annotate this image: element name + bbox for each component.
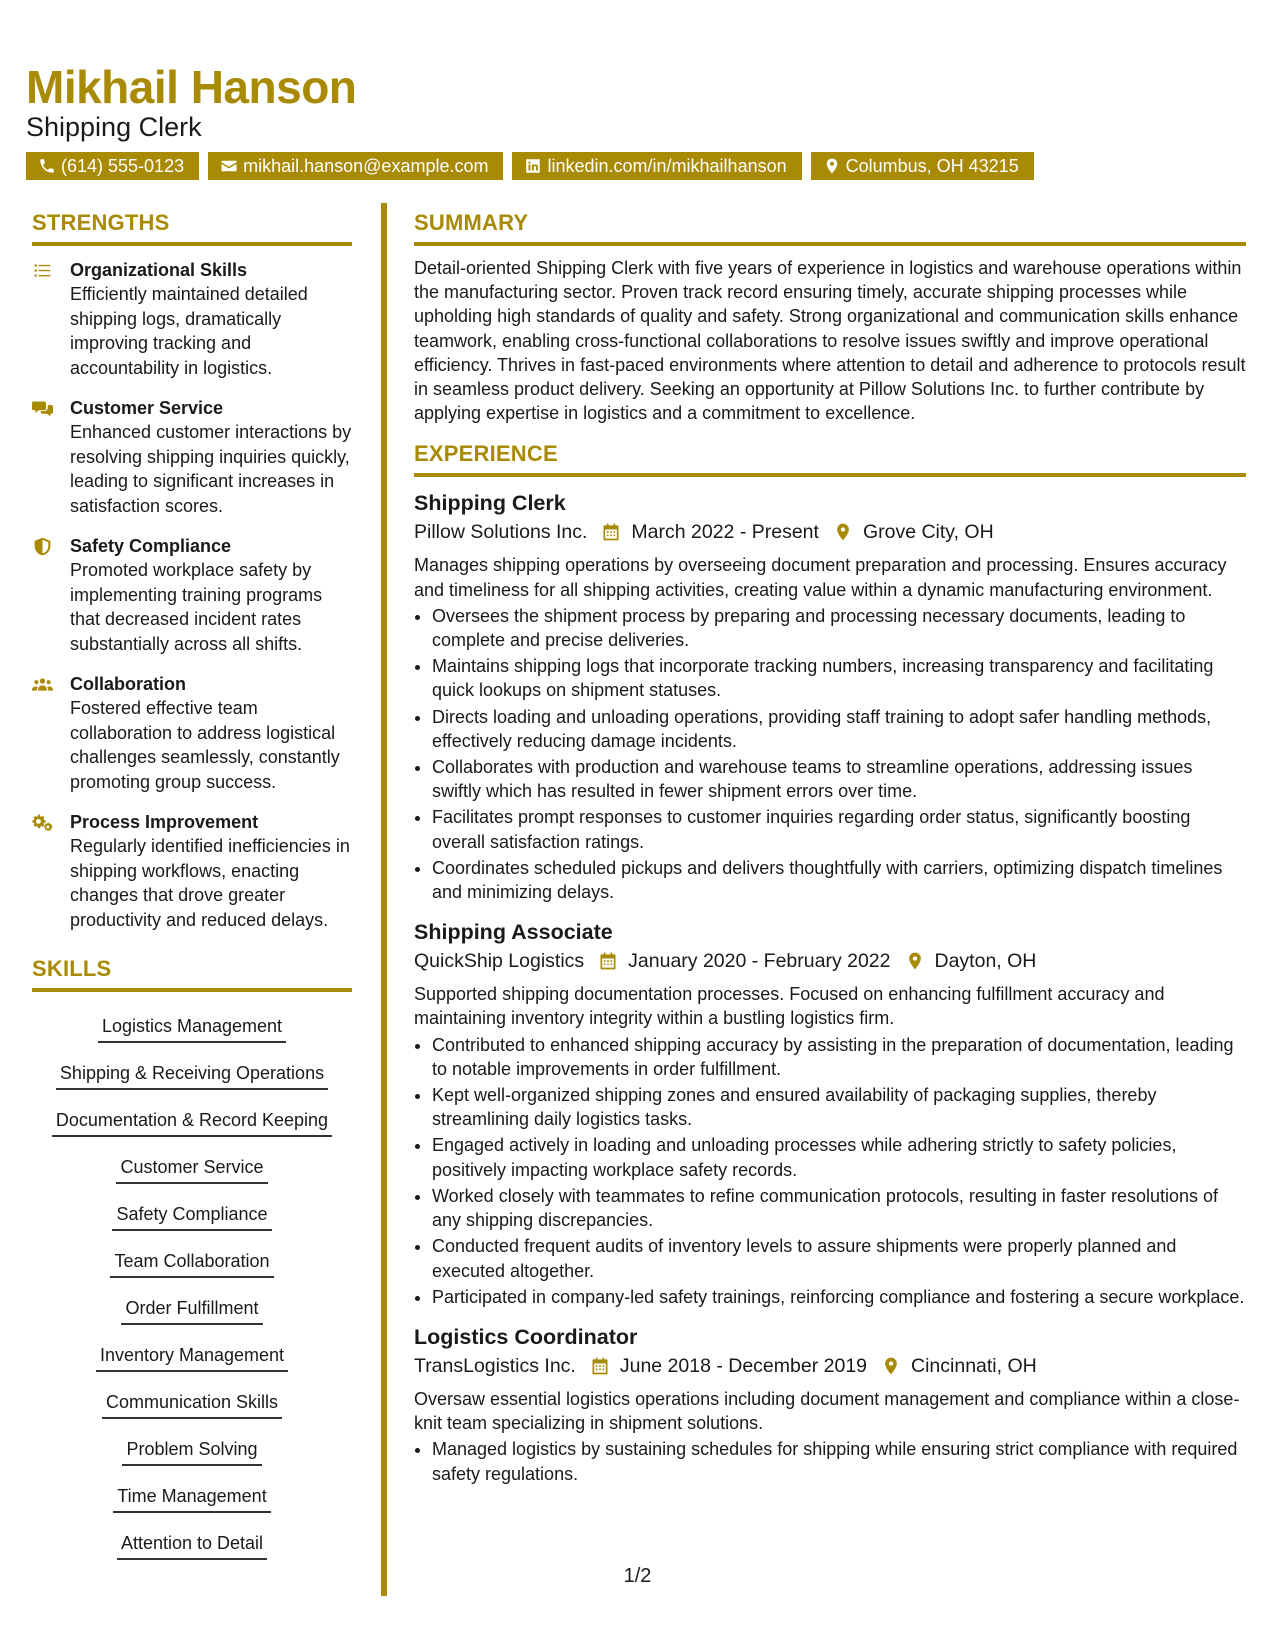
strength-title: Collaboration xyxy=(70,674,186,694)
job-meta xyxy=(414,946,1246,976)
skills-section xyxy=(32,956,352,1568)
page-number: 1/2 xyxy=(623,1565,652,1587)
job-company: Pillow Solutions Inc. xyxy=(414,521,588,544)
skill-list xyxy=(32,1004,352,1568)
job-company: TransLogistics Inc. xyxy=(414,1354,576,1377)
job-location: Cincinnati, OH xyxy=(911,1354,1037,1377)
experience-heading: EXPERIENCE xyxy=(414,441,1246,477)
summary-heading: SUMMARY xyxy=(414,210,1246,246)
contact-bar xyxy=(26,152,1034,180)
job-bullets xyxy=(414,1033,1246,1309)
calendar-icon xyxy=(601,522,621,542)
strength-desc: Efficiently maintained detailed shipping logs, dramatically improving tracking and accountability in logistics. xyxy=(70,284,308,378)
chat-bubbles-icon xyxy=(32,398,53,419)
skill-tag: Communication Skills xyxy=(102,1390,282,1419)
job-bullet: • Oversees the shipment process by preparing and processing necessary documents, leading to complete and precise deliveries. xyxy=(432,604,1246,652)
skill-tag: Time Management xyxy=(113,1484,270,1513)
job-bullet: • Facilitates prompt responses to customer inquiries regarding order status, significantly boosting overall satisfaction ratings. xyxy=(432,805,1246,853)
strength-item xyxy=(32,810,352,932)
envelope-icon xyxy=(220,157,238,175)
users-icon xyxy=(32,674,53,695)
skill-tag: Customer Service xyxy=(116,1155,267,1184)
job-meta xyxy=(414,1351,1246,1381)
job-bullet: • Coordinates scheduled pickups and delivers thoughtfully with carriers, optimizing dispatch timelines and minimizing delays. xyxy=(432,856,1246,904)
map-pin-icon xyxy=(881,1356,901,1376)
job-description: Oversaw essential logistics operations including document management and compliance within a close-knit team specializing in shipment solutions. xyxy=(414,1388,1240,1434)
strength-item xyxy=(32,396,352,518)
shield-icon xyxy=(32,536,53,557)
job-dates: January 2020 - February 2022 xyxy=(628,950,891,973)
skills-heading: SKILLS xyxy=(32,956,352,992)
skill-tag: Shipping & Receiving Operations xyxy=(56,1061,328,1090)
job-title: Shipping Associate xyxy=(414,920,613,945)
job-bullet: • Worked closely with teammates to refine communication protocols, resulting in faster resolutions of any shipping discrepancies. xyxy=(432,1184,1246,1232)
contact-phone[interactable] xyxy=(26,152,199,180)
job-entry xyxy=(414,1323,1246,1486)
skill-tag: Team Collaboration xyxy=(110,1249,273,1278)
strength-item xyxy=(32,672,352,794)
job-location: Grove City, OH xyxy=(862,521,994,544)
phone-icon xyxy=(38,157,56,175)
skill-tag: Inventory Management xyxy=(96,1343,288,1372)
strength-desc: Enhanced customer interactions by resolving shipping inquiries quickly, leading to significant increases in satisfaction scores. xyxy=(70,422,352,516)
job-bullets xyxy=(414,604,1246,904)
strength-desc: Promoted workplace safety by implementing training programs that decreased incident rates substantially across all shifts. xyxy=(70,560,323,654)
contact-linkedin-text: linkedin.com/in/mikhailhanson xyxy=(547,156,787,176)
contact-location-text: Columbus, OH 43215 xyxy=(845,156,1019,176)
job-meta xyxy=(414,517,1246,547)
job-title: Logistics Coordinator xyxy=(414,1324,638,1349)
left-column xyxy=(32,210,352,1568)
skill-tag: Attention to Detail xyxy=(117,1531,267,1560)
contact-phone-text: (614) 555-0123 xyxy=(61,156,185,176)
candidate-title: Shipping Clerk xyxy=(26,112,202,142)
job-description: Manages shipping operations by overseeing document preparation and processing. Ensures accuracy and timeliness for all shipping activities, creating value within a dynamic manufacturing environment. xyxy=(414,555,1227,600)
job-bullet: • Directs loading and unloading operations, providing staff training to adopt safer handling methods, effectively reducing damage incidents. xyxy=(432,705,1246,753)
job-bullets xyxy=(414,1437,1246,1485)
list-icon xyxy=(32,260,53,281)
strength-title: Process Improvement xyxy=(70,812,259,832)
contact-linkedin[interactable] xyxy=(512,152,801,180)
job-bullet: • Contributed to enhanced shipping accuracy by assisting in the preparation of documentation, leading to notable improvements in order fulfillment. xyxy=(432,1033,1246,1081)
column-divider xyxy=(381,203,387,1596)
linkedin-icon xyxy=(524,157,542,175)
job-description: Supported shipping documentation processes. Focused on enhancing fulfillment accuracy and maintaining inventory integrity within a bustling logistics firm. xyxy=(414,984,1165,1029)
summary-text: Detail-oriented Shipping Clerk with five years of experience in logistics and warehouse operations within the manufacturing sector. Proven track record ensuring timely, accurate shipping processes while upholding high standards of quality and safety. Strong organizational and communication skills enhance teamwork, enabling cross-functional collaborations to resolve issues swiftly and improve operational efficiency. Thrives in fast-paced environments where attention to detail and adherence to protocols result in seamless product delivery. Seeking an opportunity at Pillow Solutions Inc. to further contribute by applying expertise in logistics and a commitment to excellence. xyxy=(414,258,1246,424)
strength-desc: Fostered effective team collaboration to address logistical challenges seamlessly, constantly promoting group success. xyxy=(70,698,340,792)
map-pin-icon xyxy=(823,157,841,175)
job-bullet: • Participated in company-led safety trainings, reinforcing compliance and fostering a secure workplace. xyxy=(432,1285,1246,1309)
job-company: QuickShip Logistics xyxy=(414,950,585,973)
job-bullet: • Maintains shipping logs that incorporate tracking numbers, increasing transparency and facilitating quick lookups on shipment statuses. xyxy=(432,654,1246,702)
job-dates: June 2018 - December 2019 xyxy=(619,1354,868,1377)
strength-title: Organizational Skills xyxy=(70,260,248,280)
strength-title: Customer Service xyxy=(70,398,224,418)
contact-location xyxy=(811,152,1034,180)
job-bullet: • Conducted frequent audits of inventory levels to assure shipments were properly planned and executed altogether. xyxy=(432,1234,1246,1282)
map-pin-icon xyxy=(905,951,925,971)
calendar-icon xyxy=(598,951,618,971)
candidate-name: Mikhail Hanson xyxy=(26,61,357,113)
job-bullet: • Collaborates with production and warehouse teams to streamline operations, addressing issues swiftly which has resulted in fewer shipment errors over time. xyxy=(432,755,1246,803)
skill-tag: Order Fulfillment xyxy=(121,1296,262,1325)
contact-email[interactable] xyxy=(208,152,503,180)
job-entry xyxy=(414,918,1246,1309)
strength-item xyxy=(32,534,352,656)
contact-email-text: mikhail.hanson@example.com xyxy=(243,156,489,176)
job-dates: March 2022 - Present xyxy=(631,521,819,544)
skill-tag: Logistics Management xyxy=(98,1014,286,1043)
job-bullet: • Engaged actively in loading and unloading processes while adhering strictly to safety policies, positively impacting workplace safety records. xyxy=(432,1133,1246,1181)
calendar-icon xyxy=(590,1356,610,1376)
job-bullet: • Kept well-organized shipping zones and ensured availability of packaging supplies, thereby streamlining daily logistics tasks. xyxy=(432,1083,1246,1131)
job-bullet: • Managed logistics by sustaining schedules for shipping while ensuring strict compliance with required safety regulations. xyxy=(432,1437,1246,1485)
gears-icon xyxy=(32,812,53,833)
map-pin-icon xyxy=(833,522,853,542)
job-entry xyxy=(414,489,1246,904)
strength-title: Safety Compliance xyxy=(70,536,232,556)
strength-desc: Regularly identified inefficiencies in shipping workflows, enacting changes that drove greater productivity and reduced delays. xyxy=(70,836,350,930)
skill-tag: Safety Compliance xyxy=(112,1202,271,1231)
job-title: Shipping Clerk xyxy=(414,491,566,516)
right-column xyxy=(414,210,1246,1500)
strengths-heading: STRENGTHS xyxy=(32,210,352,246)
strength-item xyxy=(32,258,352,380)
skill-tag: Documentation & Record Keeping xyxy=(52,1108,332,1137)
job-location: Dayton, OH xyxy=(934,950,1037,973)
skill-tag: Problem Solving xyxy=(122,1437,261,1466)
